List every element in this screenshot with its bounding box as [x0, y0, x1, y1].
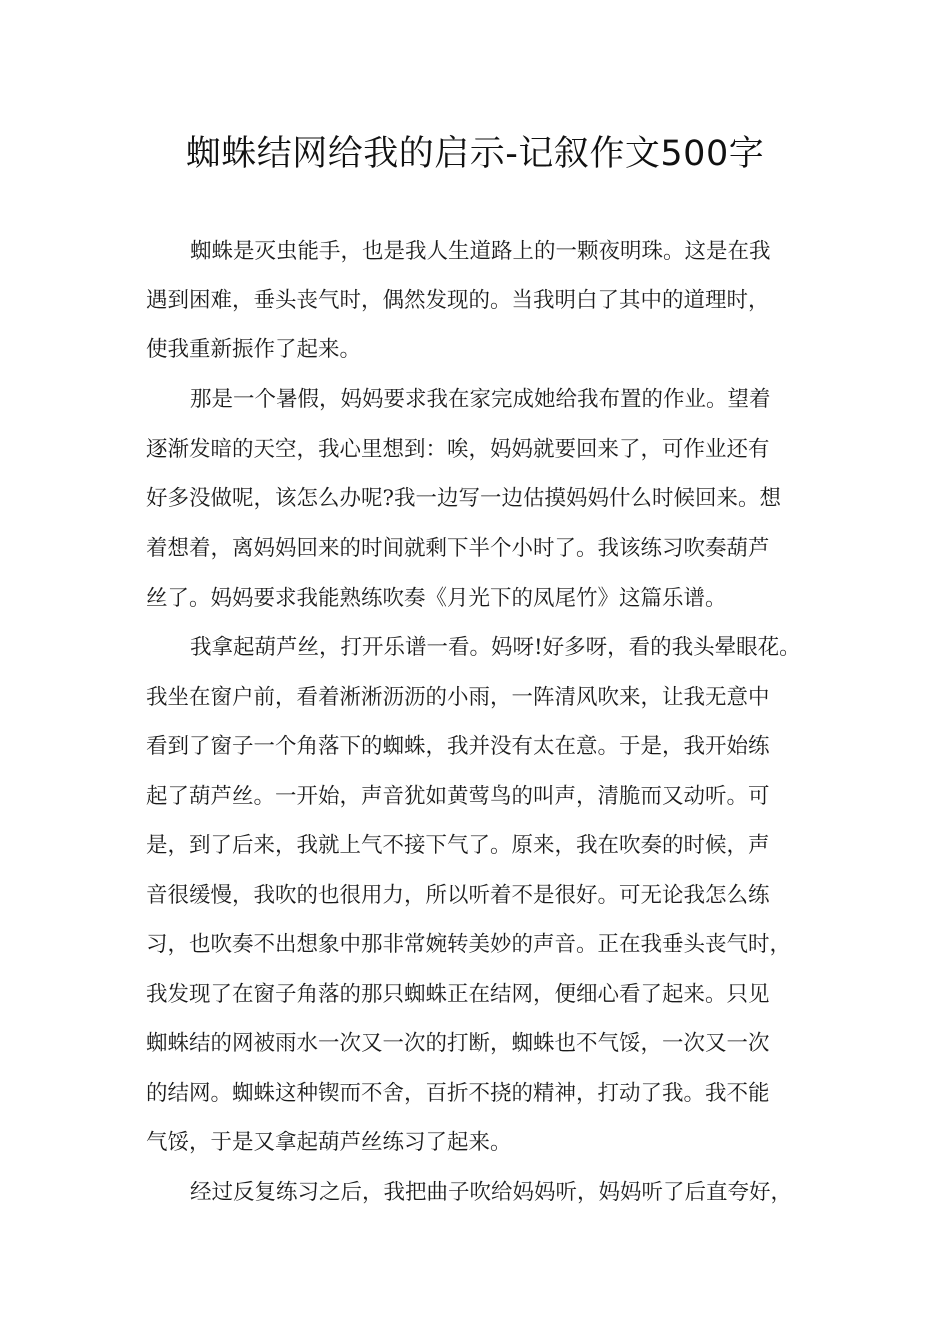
paragraph-line: 遇到困难，垂头丧气时，偶然发现的。当我明白了其中的道理时，: [146, 288, 770, 313]
paragraph-line: 蜘蛛是灭虫能手，也是我人生道路上的一颗夜明珠。这是在我: [190, 239, 771, 264]
paragraph-line: 我拿起葫芦丝，打开乐谱一看。妈呀!好多呀，看的我头晕眼花。: [190, 635, 801, 660]
paragraph-line: 我坐在窗户前，看着淅淅沥沥的小雨，一阵清风吹来，让我无意中: [146, 685, 770, 710]
paragraph-line: 的结网。蜘蛛这种锲而不舍，百折不挠的精神，打动了我。我不能: [146, 1081, 770, 1106]
paragraph-line: 逐渐发暗的天空，我心里想到：唉，妈妈就要回来了，可作业还有: [146, 437, 770, 462]
paragraph-line: 蜘蛛结的网被雨水一次又一次的打断，蜘蛛也不气馁，一次又一次: [146, 1031, 770, 1056]
paragraph-line: 那是一个暑假，妈妈要求我在家完成她给我布置的作业。望着: [190, 387, 771, 412]
paragraph-line: 看到了窗子一个角落下的蜘蛛，我并没有太在意。于是，我开始练: [146, 734, 770, 759]
paragraph-line: 丝了。妈妈要求我能熟练吹奏《月光下的凤尾竹》这篇乐谱。: [146, 586, 727, 611]
paragraph-line: 经过反复练习之后，我把曲子吹给妈妈听，妈妈听了后直夸好，: [190, 1180, 793, 1205]
paragraph-line: 习，也吹奏不出想象中那非常婉转美妙的声音。正在我垂头丧气时，: [146, 932, 792, 957]
paragraph-line: 音很缓慢，我吹的也很用力，所以听着不是很好。可无论我怎么练: [146, 883, 770, 908]
paragraph-line: 着想着，离妈妈回来的时间就剩下半个小时了。我该练习吹奏葫芦: [146, 536, 770, 561]
paragraph-line: 是，到了后来，我就上气不接下气了。原来，我在吹奏的时候，声: [146, 833, 770, 858]
paragraph-line: 好多没做呢，该怎么办呢?我一边写一边估摸妈妈什么时候回来。想: [146, 486, 782, 511]
paragraph-line: 使我重新振作了起来。: [146, 337, 362, 362]
paragraph-line: 起了葫芦丝。一开始，声音犹如黄莺鸟的叫声，清脆而又动听。可: [146, 784, 770, 809]
paragraph-line: 气馁，于是又拿起葫芦丝练习了起来。: [146, 1130, 512, 1155]
document-title: 蜘蛛结网给我的启示-记叙作文500字: [185, 134, 765, 174]
paragraph-line: 我发现了在窗子角落的那只蜘蛛正在结网，便细心看了起来。只见: [146, 982, 770, 1007]
